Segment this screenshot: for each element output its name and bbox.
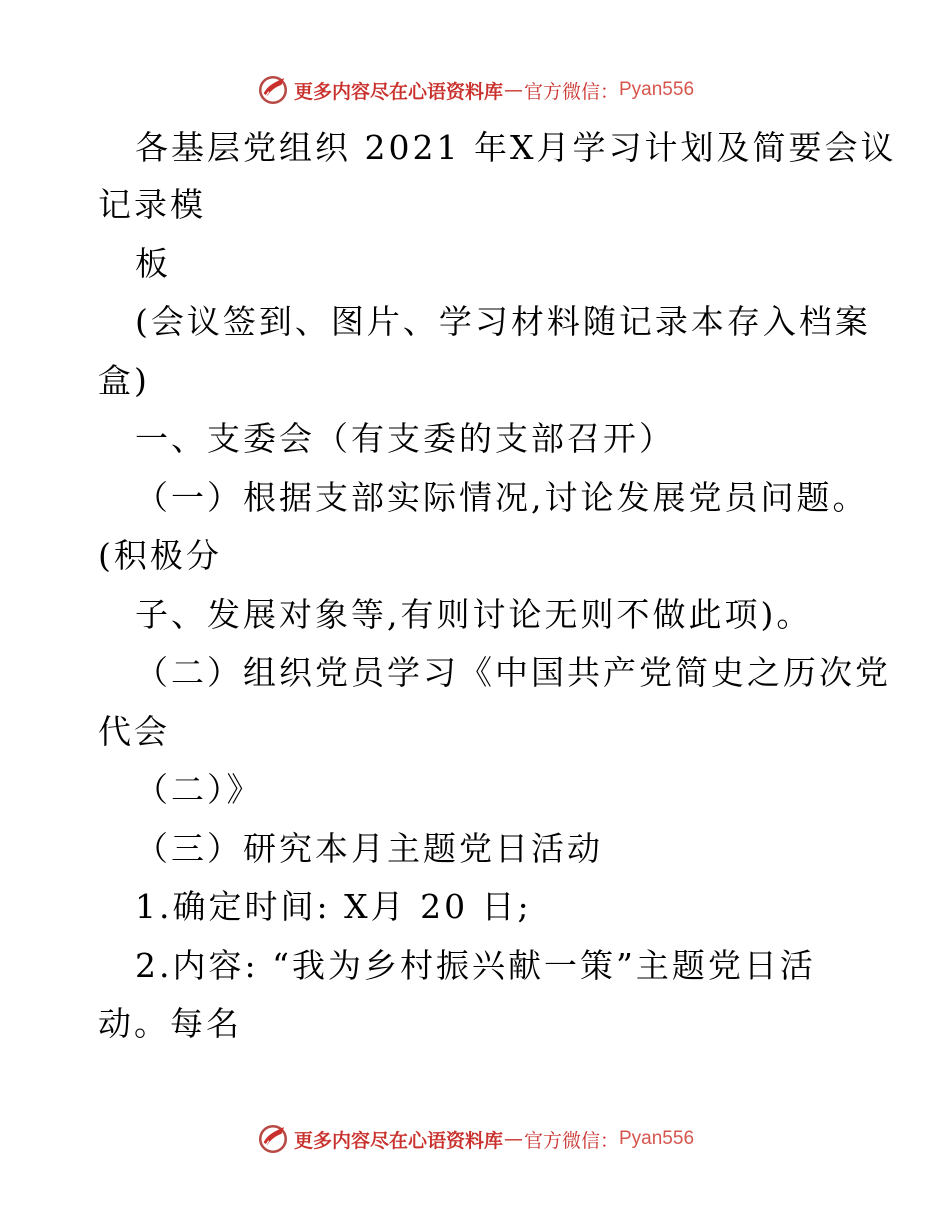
text-line: 1.确定时间: X月 20 日;: [135, 887, 532, 926]
banner-main-text: 更多内容尽在心语资料库: [293, 1129, 503, 1152]
banner-wechat-id: Pyan556: [619, 79, 695, 100]
banner-wechat-label: 官方微信：: [523, 80, 619, 103]
text-line: 板: [135, 244, 171, 283]
text-line: (会议签到、图片、学习材料随记录本存入档案: [135, 302, 871, 341]
text-line: 一、支委会（有支委的支部召开）: [135, 419, 675, 458]
text-line: （三）研究本月主题党日活动: [135, 829, 603, 868]
text-line: 动。每名: [98, 1004, 242, 1043]
text-line: 记录模: [98, 185, 206, 224]
text-line: （一）根据支部实际情况,讨论发展党员问题。: [135, 478, 869, 517]
footer-banner: [0, 1119, 950, 1159]
text-line: (积极分: [98, 536, 222, 575]
banner-separator: —: [503, 1128, 523, 1150]
text-line: （二）组织党员学习《中国共产党简史之历次党: [135, 653, 891, 692]
pen-logo-icon: [256, 1122, 290, 1156]
text-line: （二）》: [135, 770, 263, 809]
pen-logo-icon: [256, 73, 290, 107]
text-line: 代会: [98, 712, 170, 751]
header-banner: [0, 70, 950, 110]
text-line: 盒): [98, 361, 150, 400]
banner-separator: —: [503, 79, 523, 101]
text-line: 各基层党组织 2021 年X月学习计划及简要会议: [135, 128, 897, 167]
banner-main-text: 更多内容尽在心语资料库: [293, 80, 503, 103]
banner-wechat-label: 官方微信：: [523, 1129, 619, 1152]
banner-wechat-id: Pyan556: [619, 1128, 695, 1149]
text-line: 2.内容: “我为乡村振兴献一策”主题党日活: [135, 946, 816, 985]
text-line: 子、发展对象等,有则讨论无则不做此项)。: [135, 595, 813, 634]
